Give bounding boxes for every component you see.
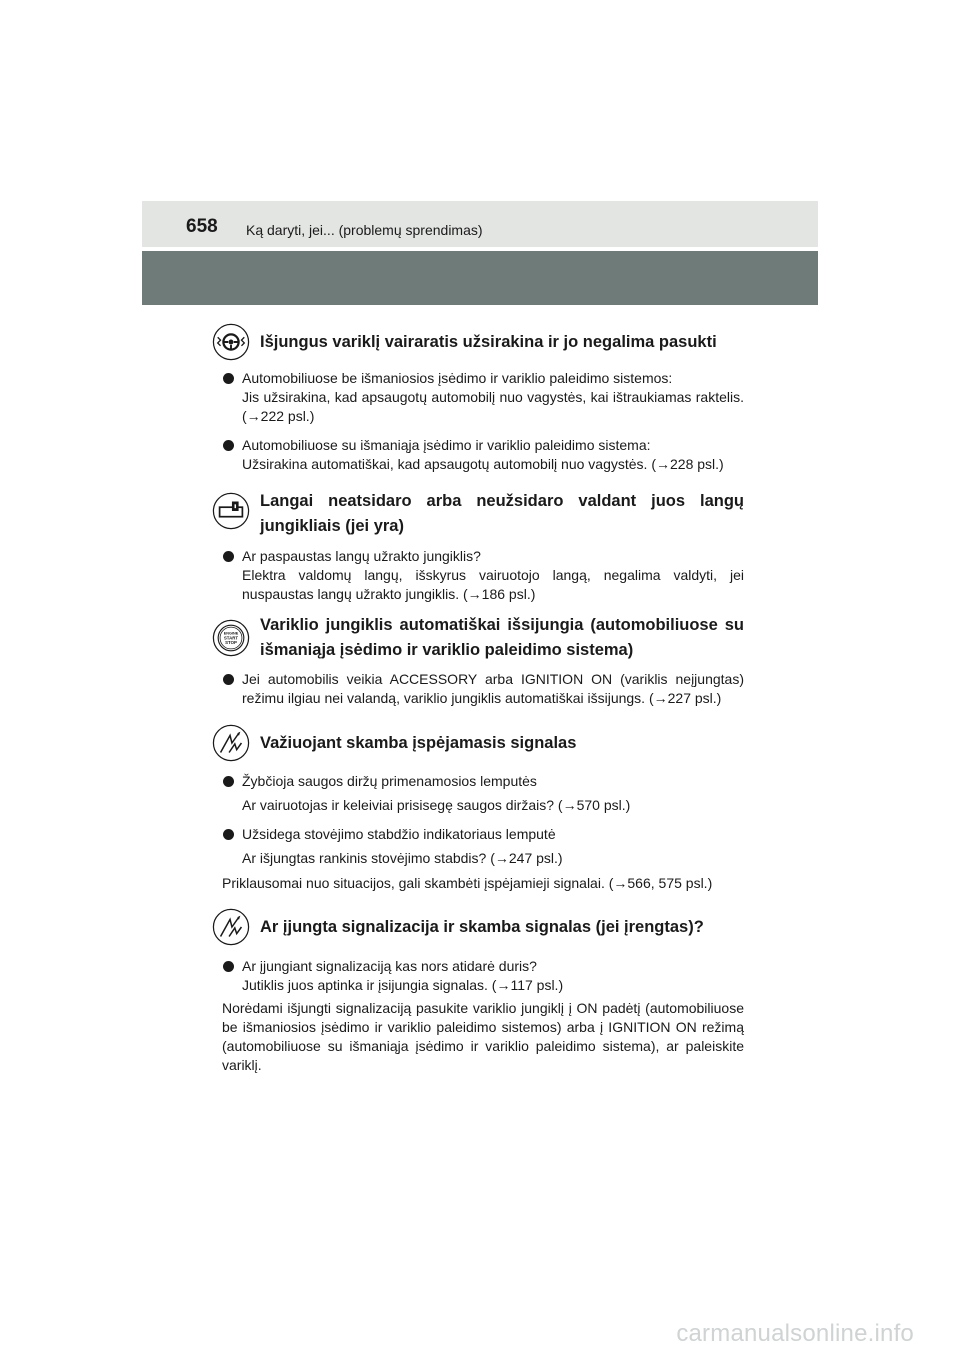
bullet-lead: Automobiliuose su išmaniąja įsėdimo ir variklio paleidimo sistema: <box>242 437 651 453</box>
bullet-body: Ar vairuotojas ir keleiviai prisisegę saugos diržais? (→570 psl.) <box>242 797 631 813</box>
section-warning-buzzer <box>222 731 744 893</box>
section-alarm <box>222 915 744 1075</box>
alarm-buzzer-icon <box>212 908 250 946</box>
engine-start-stop-icon <box>212 619 250 657</box>
bullet-body: Jutiklis juos aptinka ir įsijungia signalas. (→117 psl.) <box>242 977 564 993</box>
bullet-body: Jis užsirakina, kad apsaugotų automobilį nuo vagystės, kai ištraukiamas raktelis. (→222 psl.) <box>242 389 744 424</box>
icon-text-stop: STOP <box>225 640 237 646</box>
list-item <box>222 670 744 708</box>
section-note: Norėdami išjungti signalizaciją pasukite variklio jungiklį į ON padėtį (automobiliuose be išmaniosios įsėdimo ir variklio paleidimo sistemos) arba į IGNITION ON režimą (automobiliuose su išmaniąja įsėdimo ir variklio paleidimo sistema), ar paleiskite variklį. <box>222 1000 744 1073</box>
section-heading <box>222 330 744 355</box>
warning-buzzer-icon <box>212 724 250 762</box>
bullet-dot <box>223 440 234 451</box>
bullet-body: Ar išjungtas rankinis stovėjimo stabdis? (→247 psl.) <box>242 850 563 866</box>
steering-lock-icon <box>212 323 250 361</box>
bullet-lead: Žybčioja saugos diržų primenamosios lemputės <box>242 773 537 789</box>
bullet-dot <box>223 776 234 787</box>
list-item <box>222 369 744 426</box>
bullet-lead: Ar įjungiant signalizaciją kas nors atidarė duris? <box>242 958 537 974</box>
bullet-dot <box>223 674 234 685</box>
page-content <box>222 318 744 1075</box>
section-heading <box>222 731 744 756</box>
chapter-title: Ką daryti, jei... (problemų sprendimas) <box>246 222 483 238</box>
section-steering-lock <box>222 330 744 474</box>
section-title: Ar įjungta signalizacija ir skamba signalas (jei įrengtas)? <box>260 918 704 936</box>
list-item <box>222 772 744 815</box>
bullet-lead: Automobiliuose be išmaniosios įsėdimo ir variklio paleidimo sistemos: <box>242 370 673 386</box>
section-heading <box>222 613 744 663</box>
bullet-dot <box>223 961 234 972</box>
bullet-body: Elektra valdomų langų, išskyrus vairuotojo langą, negalima valdyti, jei nuspaustas langų užrakto jungiklis. (→186 psl.) <box>242 567 744 602</box>
bullet-dot <box>223 829 234 840</box>
section-heading <box>222 489 744 539</box>
section-title: Langai neatsidaro arba neužsidaro valdant juos langų jungikliais (jei yra) <box>260 492 744 535</box>
bullet-lead: Jei automobilis veikia ACCESSORY arba IGNITION ON (variklis neįjungtas) režimu ilgiau nei valandą, variklio jungiklis automatiškai išsijungs. (→227 psl.) <box>242 671 744 706</box>
section-title: Išjungus variklį vairaratis užsirakina ir jo negalima pasukti <box>260 333 717 351</box>
list-item <box>222 825 744 868</box>
icon-text-engine: ENGINE <box>223 631 239 636</box>
section-engine-switch <box>222 613 744 708</box>
list-item <box>222 547 744 604</box>
section-note: Priklausomai nuo situacijos, gali skambėti įspėjamieji signalai. (→566, 575 psl.) <box>222 875 713 891</box>
bullet-body: Užsirakina automatiškai, kad apsaugotų automobilį nuo vagystės. (→228 psl.) <box>242 456 724 472</box>
section-title: Variklio jungiklis automatiškai išsijungia (automobiliuose su išmaniąja įsėdimo ir variklio paleidimo sistema) <box>260 616 744 659</box>
watermark: carmanualsonline.info <box>676 1320 914 1347</box>
bullet-lead: Užsidega stovėjimo stabdžio indikatoriaus lemputė <box>242 826 556 842</box>
section-heading <box>222 915 744 940</box>
bullet-dot <box>223 373 234 384</box>
icon-text-start: START <box>223 635 239 641</box>
section-title: Važiuojant skamba įspėjamasis signalas <box>260 734 577 752</box>
section-bar <box>142 251 818 305</box>
window-lock-switch-icon <box>212 492 250 530</box>
bullet-lead: Ar paspaustas langų užrakto jungiklis? <box>242 548 481 564</box>
bullet-dot <box>223 551 234 562</box>
list-item <box>222 957 744 995</box>
page-number: 658 <box>186 216 218 237</box>
list-item <box>222 436 744 474</box>
section-window-lock <box>222 489 744 604</box>
